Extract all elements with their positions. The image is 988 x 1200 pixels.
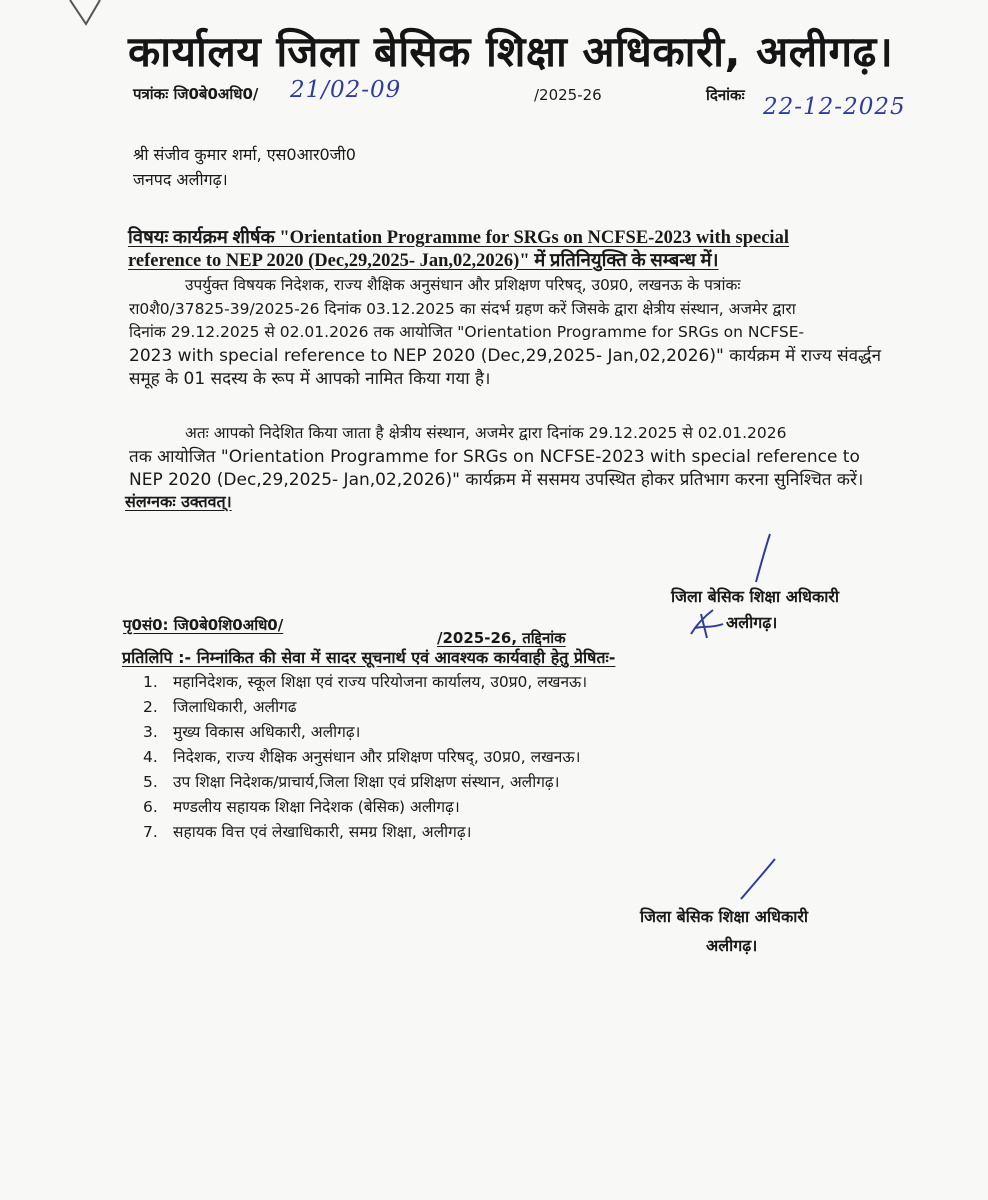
- subject-line-2: reference to NEP 2020 (Dec,29,2025- Jan,02,2026)" में प्रतिनियुक्ति के सम्बन्ध में।: [128, 251, 719, 271]
- copy-recipient-list: [143, 670, 587, 845]
- paragraph-2-line-1: अतः आपको निदेशित किया जाता है क्षेत्रीय संस्थान, अजमेर द्वारा दिनांक 29.12.2025 से 02.01.2026: [185, 424, 787, 442]
- paragraph-1-line-2: रा0शै0/37825-39/2025-26 दिनांक 03.12.2025 का संदर्भ ग्रहण करें जिसके द्वारा क्षेत्रीय संस्थान, अजमेर द्वारा: [129, 300, 796, 318]
- signatory-title-1: जिला बेसिक शिक्षा अधिकारी: [671, 587, 840, 606]
- list-item: 6. मण्डलीय सहायक शिक्षा निदेशक (बेसिक) अलीगढ़।: [143, 798, 460, 816]
- date-label: दिनांकः: [706, 86, 745, 104]
- reference-number-handwritten: 21/02-09: [290, 77, 402, 103]
- list-item: 1. महानिदेशक, स्कूल शिक्षा एवं राज्य परियोजना कार्यालय, उ0प्र0, लखनऊ।: [143, 673, 588, 691]
- signature-mark-3: [735, 855, 785, 905]
- list-item: 2. जिलाधिकारी, अलीगढ: [143, 698, 297, 716]
- corner-fold-mark: [56, 0, 104, 34]
- signatory-place-2: अलीगढ़।: [706, 936, 758, 955]
- list-item: 4. निदेशक, राज्य शैक्षिक अनुसंधान और प्रशिक्षण परिषद्, उ0प्र0, लखनऊ।: [143, 748, 581, 766]
- list-item: 5. उप शिक्षा निदेशक/प्राचार्य,जिला शिक्षा एवं प्रशिक्षण संस्थान, अलीगढ़।: [143, 773, 560, 791]
- office-heading: कार्यालय जिला बेसिक शिक्षा अधिकारी, अलीगढ़।: [128, 27, 894, 76]
- signatory-title-2: जिला बेसिक शिक्षा अधिकारी: [640, 907, 809, 926]
- paragraph-2-line-3: NEP 2020 (Dec,29,2025- Jan,02,2026)" कार्यक्रम में ससमय उपस्थित होकर प्रतिभाग करना सुनिश्चित करें।: [129, 470, 864, 490]
- reference-year: /2025-26: [534, 86, 602, 104]
- enclosure-note: संलग्नकः उक्तवत्।: [125, 492, 232, 511]
- paragraph-1-line-4: 2023 with special reference to NEP 2020 (Dec,29,2025- Jan,02,2026)" कार्यक्रम में राज्य संवर्द्धन: [129, 346, 882, 366]
- addressee-name: श्री संजीव कुमार शर्मा, एस0आर0जी0: [133, 145, 356, 164]
- signature-mark-1: [748, 530, 778, 590]
- paragraph-1-line-5: समूह के 01 सदस्य के रूप में आपको नामित किया गया है।: [129, 369, 491, 389]
- copy-reference-label: पृ0सं0: जि0बे0शि0अधि0/: [123, 616, 284, 634]
- copy-heading: प्रतिलिपि :- निम्नांकित की सेवा में सादर सूचनार्थ एवं आवश्यक कार्यवाही हेतु प्रेषितः-: [122, 648, 616, 667]
- date-handwritten: 22-12-2025: [763, 94, 906, 120]
- paragraph-1-line-3: दिनांक 29.12.2025 से 02.01.2026 तक आयोजित "Orientation Programme for SRGs on NCFSE-: [129, 323, 805, 341]
- subject-line-1: विषयः कार्यक्रम शीर्षक "Orientation Programme for SRGs on NCFSE-2023 with special: [128, 228, 789, 248]
- list-item: 3. मुख्य विकास अधिकारी, अलीगढ़।: [143, 723, 361, 741]
- reference-label: पत्रांकः जि0बे0अधि0/: [133, 85, 259, 103]
- paragraph-2-line-2: तक आयोजित "Orientation Programme for SRGs on NCFSE-2023 with special reference to: [129, 447, 860, 467]
- paragraph-1-line-1: उपर्युक्त विषयक निदेशक, राज्य शैक्षिक अनुसंधान और प्रशिक्षण परिषद्, उ0प्र0, लखनऊ के पत्रांकः: [185, 276, 741, 294]
- list-item: 7. सहायक वित्त एवं लेखाधिकारी, समग्र शिक्षा, अलीगढ़।: [143, 823, 472, 841]
- signatory-place-1: अलीगढ़।: [726, 613, 778, 632]
- signature-mark-2: [683, 604, 729, 644]
- copy-reference-year: /2025-26, तद्दिनांक: [437, 629, 566, 647]
- addressee-district: जनपद अलीगढ़।: [133, 170, 228, 189]
